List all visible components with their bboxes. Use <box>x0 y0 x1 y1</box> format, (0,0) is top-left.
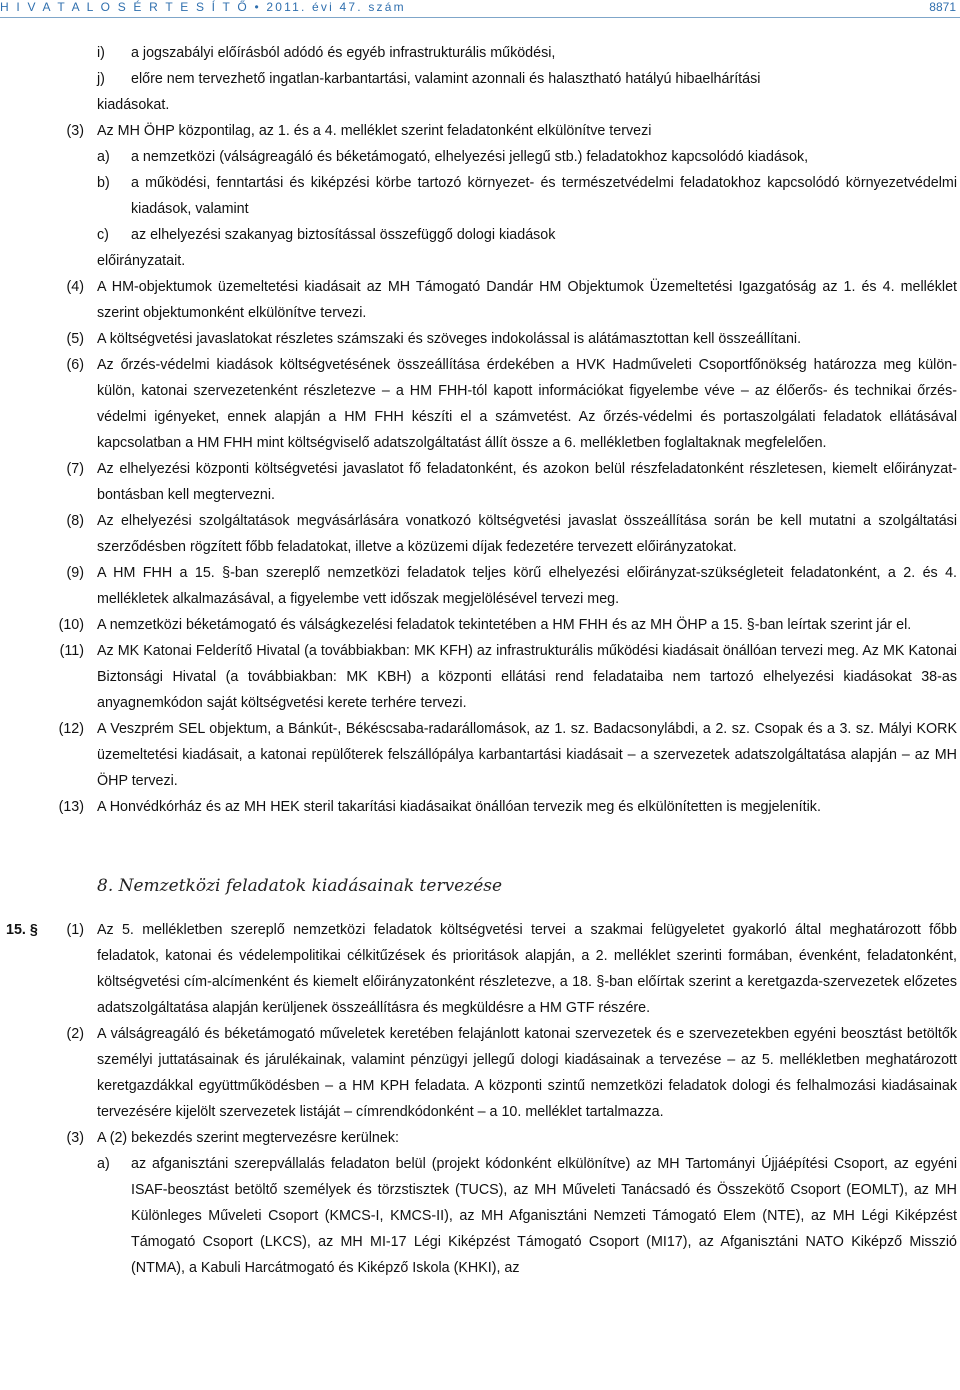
list-item: j) előre nem tervezhető ingatlan-karbantartási, valamint azonnali és halasztható hatályú hibaelhárítási <box>97 71 761 87</box>
section-heading: 8. Nemzetközi feladatok kiadásainak tervezése <box>97 876 503 896</box>
document-body <box>0 40 960 1281</box>
paragraph: (5) A költségvetési javaslatokat részletes számszaki és szöveges indokolással is alátámasztottan kell összeállítani. <box>66 331 802 347</box>
paragraph: (2) A válságreagáló és béketámogató műveletek keretében felajánlott katonai szervezetek és e szervezetekben egyéni beosztást betöltők személyi juttatásainak és járulékainak, valamint pénzügyi jellegű dologi kiadásainak a tervezése – az 5. mellékletben meghatározott keretgazdákkal együttműködésben – a HM KPH feladata. A központi szintű nemzetközi feladatok dologi és felhalmozási kiadásainak tervezésére kijelölt szervezetek listáját – címrendkódonként – a 10. melléklet tartalmazza. <box>66 1026 957 1120</box>
list-item: c) az elhelyezési szakanyag biztosítással összefüggő dologi kiadások <box>97 227 556 243</box>
paragraph: (13) A Honvédkórház és az MH HEK steril takarítási kiadásaikat önállóan tervezik meg és elkülönítetten is megjelenítik. <box>58 799 821 815</box>
paragraph: (3) A (2) bekezdés szerint megtervezésre kerülnek: <box>66 1130 399 1146</box>
paragraph-tail: előirányzatait. <box>97 253 186 269</box>
paragraph: (12) A Veszprém SEL objektum, a Bánkút-, Békéscsaba-radarállomások, az 1. sz. Badacsonylábdi, a 2. sz. Csopak és a 3. sz. Mályi KORK üzemeltetési kiadásait, a katonai repülőterek felszállópálya karbantartási kiadásait – a szervezetek adatszolgáltatása alapján – az MH ÖHP tervezi. <box>58 721 957 789</box>
paragraph: (3) Az MH ÖHP központilag, az 1. és a 4. melléklet szerint feladatonként elkülönítve tervezi <box>66 123 652 139</box>
paragraph: (7) Az elhelyezési központi költségvetési javaslatot fő feladatonként, és azokon belül részfeladatonként részletesen, kiemelt előirányzat-bontásban kell megtervezni. <box>66 461 957 503</box>
list-item: a) az afganisztáni szerepvállalás feladaton belül (projekt kódonként elkülönítve) az MH Tartományi Újjáépítési Csoport, az egyéni ISAF-beosztást betöltő személyek és törzstisztek (TUCS), az MH Műveleti Tanácsadó és Összekötő Csoport (EOMLT), az MH Különleges Műveleti Csoport (KMCS-I, KMCS-II), az MH Afganisztáni Nemzeti Támogató Elem (NTE), az MH Légi Kiképzést Támogató Csoport (LKCS), az MH MI-17 Légi Kiképzést Támogató Csoport (MI17), az Afganisztáni NATO Kiképző Misszió (NTMA), a Kabuli Harcátmogató és Kiképző Iskola (KHKI), az <box>97 1156 957 1276</box>
paragraph: (4) A HM-objektumok üzemeltetési kiadásait az MH Támogató Dandár HM Objektumok Üzemeltetési Igazgatóság az 1. és 4. melléklet szerint objektumonként elkülönítve tervezi. <box>66 279 957 321</box>
list-item: a) a nemzetközi (válságreagáló és béketámogató, elhelyezési jellegű stb.) feladatokhoz kapcsolódó kiadások, <box>97 149 809 165</box>
paragraph: (10) A nemzetközi béketámogató és válságkezelési feladatok tekintetében a HM FHH és az MH ÖHP a 15. §-ban leírtak szerint jár el. <box>58 617 912 633</box>
paragraph: (8) Az elhelyezési szolgáltatások megvásárlására vonatkozó költségvetési javaslat összeállítása során be kell mutatni a szolgáltatási szerződésben rögzített főbb feladatokat, illetve a közüzemi díjak fedezetére tervezett előirányzatokat. <box>66 513 957 555</box>
page-header <box>0 0 960 18</box>
list-item-continuation: kiadásokat. <box>97 97 170 113</box>
list-item: b) a működési, fenntartási és kiképzési körbe tartozó környezet- és természetvédelmi feladatokhoz kapcsolódó környezetvédelmi kiadások, valamint <box>97 175 957 217</box>
paragraph: 15. § (1) Az 5. mellékletben szereplő nemzetközi feladatok költségvetési tervei a szakmai felügyeletet gyakorló által meghatározott főbb feladatok, katonai és védelempolitikai célkitűzések és prioritások alapján, a 2. melléklet szerinti formában, évenként, feladatonként, költségvetési cím-alcímenként és kiemelt előirányzatonként részletezve, a 18. §-ban előírtak szerint a keretgazda-szervezetek előzetes adatszolgáltatása alapján kerüljenek összeállításra és megküldésre a HM GTF részére. <box>0 917 960 1021</box>
paragraph: (6) Az őrzés-védelmi kiadások költségvetésének összeállítása érdekében a HVK Hadműveleti Csoportfőnökség határozza meg külön-külön, katonai szervezetenként részletezve – a HM FHH-tól kapott információkat figyelembe véve – az élőerős- és technikai őrzés-védelmi igényeket, ennek alapján a HM FHH készíti el a számvetést. Az őrzés-védelmi és portaszolgálati feladatok ellátásával kapcsolatban a HM FHH mint költségviselő adatszolgáltatást állít össze a 6. mellékletben foglaltaknak megfelelően. <box>66 357 957 451</box>
section-mark: 15. § <box>6 922 38 938</box>
page-number: 8871 <box>929 0 956 14</box>
paragraph: (11) Az MK Katonai Felderítő Hivatal (a továbbiakban: MK KFH) az infrastrukturális működési kiadásait önállóan tervezi meg. Az MK Katonai Biztonsági Hivatal (a továbbiakban: MK KBH) a központi ellátási rend feladataiba nem tartozó elhelyezési kiadásokat 38-as anyagnemkódon saját költségvetési kerete terhére tervezi. <box>59 643 957 711</box>
paragraph: (9) A HM FHH a 15. §-ban szereplő nemzetközi feladatok teljes körű elhelyezési előirányzat-szükségleteit feladatonként, a 2. és 4. mellékletek alkalmazásával, a figyelembe vett időszak megjelölésével tervezi meg. <box>66 565 957 607</box>
list-item: i) a jogszabályi előírásból adódó és egyéb infrastrukturális működési, <box>97 45 556 61</box>
journal-title: H I V A T A L O S É R T E S Í T Ő • 2011. évi 47. szám <box>0 0 406 14</box>
